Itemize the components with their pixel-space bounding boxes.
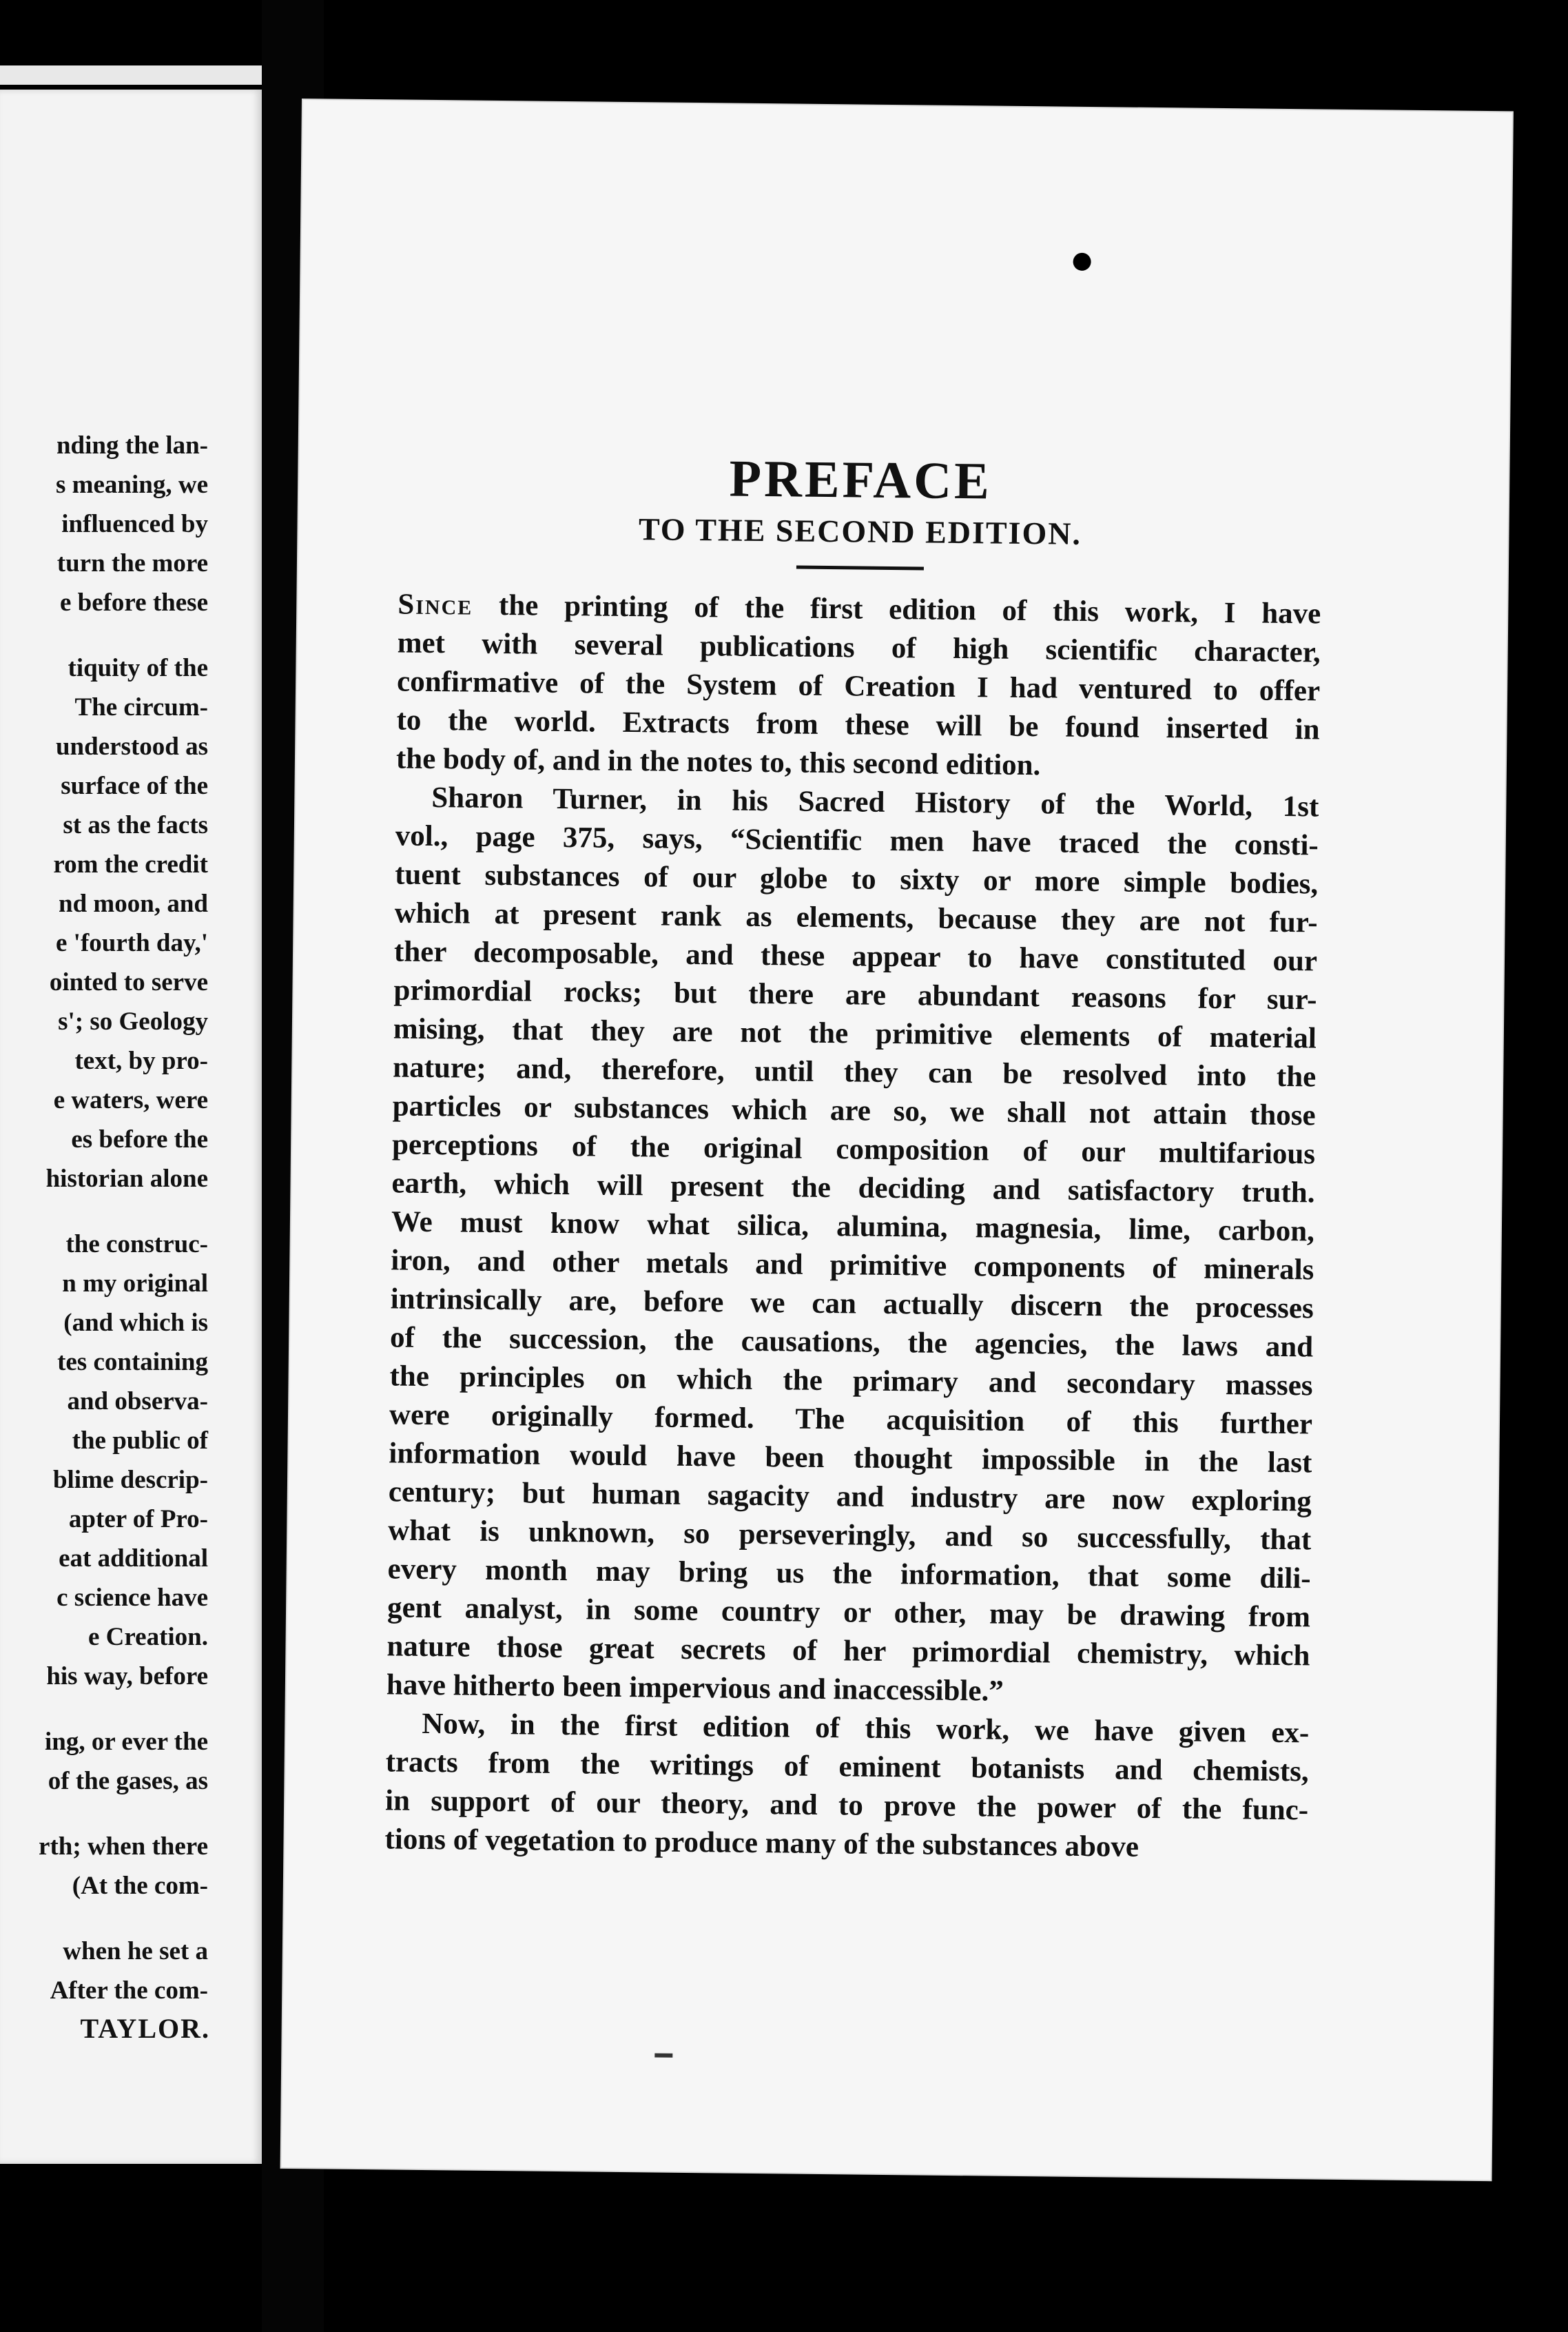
paragraph-1 xyxy=(396,585,1321,788)
page-content xyxy=(384,445,1322,1868)
left-page-line: and observa- xyxy=(67,1387,208,1415)
left-page-line: historian alone xyxy=(45,1165,208,1193)
paragraph-3 xyxy=(384,1704,1309,1868)
page-speck xyxy=(1073,253,1091,271)
left-page-line: st as the facts xyxy=(63,811,208,839)
left-page-line: when he set a xyxy=(63,1937,208,1965)
text-line: the principles on which the primary and secondary masses xyxy=(389,1360,1313,1402)
text-line: confirmative of the System of Creation I had ventured to offer xyxy=(396,665,1321,708)
text-line: primordial rocks; but there are abundant reasons for sur- xyxy=(393,974,1317,1016)
left-page-line: e before these xyxy=(59,589,208,617)
text-line: earth, which will present the deciding and satisfactory truth. xyxy=(391,1167,1315,1209)
text-line: what is unknown, so perseveringly, and so successfully, that xyxy=(388,1514,1312,1557)
left-page-line: s'; so Geology xyxy=(58,1008,208,1036)
page-subtitle: TO THE SECOND EDITION. xyxy=(638,511,1082,551)
left-page-gap xyxy=(1,1801,208,1827)
text-line: particles or substances which are so, we shall not attain those xyxy=(392,1090,1316,1132)
text-line: have hitherto been impervious and inaccessible.” xyxy=(386,1668,1004,1708)
text-line: nature those great secrets of her primordial chemistry, which xyxy=(386,1630,1310,1673)
text-line: vol., page 375, says, “Scientific men have traced the consti- xyxy=(395,819,1319,862)
left-page-line: ing, or ever the xyxy=(44,1728,208,1756)
left-page-line: rom the credit xyxy=(53,850,208,879)
paragraph-2 xyxy=(386,778,1319,1714)
left-page-line: eat additional xyxy=(59,1544,208,1573)
left-page-line: influenced by xyxy=(61,510,208,538)
text-line: We must know what silica, alumina, magnesia, lime, carbon, xyxy=(391,1205,1315,1248)
left-page-top-edge xyxy=(0,65,276,85)
left-page-line: turn the more xyxy=(56,549,208,577)
left-page-line: (At the com- xyxy=(72,1872,208,1900)
left-page-line: The circum- xyxy=(74,693,208,722)
title-rule xyxy=(796,566,923,571)
main-page xyxy=(282,100,1512,2180)
left-page-line: ointed to serve xyxy=(49,968,208,996)
text-line: century; but human sagacity and industry are now exploring xyxy=(388,1475,1312,1518)
left-page-line: s meaning, we xyxy=(56,471,208,499)
text-line: gent analyst, in some country or other, may be drawing from xyxy=(386,1591,1311,1634)
left-page-line: nd moon, and xyxy=(59,890,208,918)
left-page-line: the construc- xyxy=(65,1230,208,1258)
text-line: Sharon Turner, in his Sacred History of the World, 1st xyxy=(431,781,1319,824)
text-line: of the succession, the causations, the agencies, the laws and xyxy=(389,1321,1314,1364)
text-line: met with several publications of high scientific character, xyxy=(397,626,1321,669)
left-page-line: his way, before xyxy=(46,1662,208,1690)
left-page-line: blime descrip- xyxy=(52,1466,208,1494)
left-page-gap xyxy=(1,1696,208,1722)
text-line: to the world. Extracts from these will be found inserted in xyxy=(396,704,1320,746)
left-page-gap xyxy=(1,622,208,648)
left-page xyxy=(0,90,262,2164)
left-page-line: apter of Pro- xyxy=(68,1505,208,1533)
left-page-text xyxy=(1,426,208,2010)
left-page-line: nding the lan- xyxy=(56,431,208,460)
left-page-line: After the com- xyxy=(50,1976,208,2005)
left-page-line: e Creation. xyxy=(88,1623,208,1651)
page-title: PREFACE xyxy=(729,449,993,511)
text-line: ther decomposable, and these appear to have constituted our xyxy=(393,935,1318,978)
left-page-line: rth; when there xyxy=(39,1832,208,1861)
text-line: information would have been thought impossible in the last xyxy=(389,1437,1312,1480)
text-line: the body of, and in the notes to, this second edition. xyxy=(395,742,1041,782)
left-page-line: (and which is xyxy=(63,1309,208,1337)
left-page-line: c science have xyxy=(56,1584,208,1612)
left-page-line: es before the xyxy=(71,1125,208,1154)
left-page-gap xyxy=(1,1905,208,1932)
text-line: tracts from the writings of eminent botanists and chemists, xyxy=(385,1746,1309,1788)
left-page-line: surface of the xyxy=(61,772,208,800)
left-page-gap xyxy=(1,1198,208,1225)
text-line: Now, in the first edition of this work, we have given ex- xyxy=(422,1707,1310,1750)
text-line: perceptions of the original composition of our multifarious xyxy=(391,1128,1316,1171)
left-page-signature: TAYLOR. xyxy=(80,2013,210,2044)
text-line: nature; and, therefore, until they can be resolved into the xyxy=(393,1051,1317,1094)
text-line: tions of vegetation to produce many of the substances above xyxy=(384,1823,1139,1863)
page-foot-mark xyxy=(654,2053,672,2057)
left-page-line: e 'fourth day,' xyxy=(56,929,208,957)
left-page-line: of the gases, as xyxy=(48,1767,208,1795)
text-line: were originally formed. The acquisition of this further xyxy=(389,1398,1313,1441)
left-page-line: text, by pro- xyxy=(74,1047,208,1075)
text-line: tuent substances of our globe to sixty or more simple bodies, xyxy=(394,858,1319,901)
left-page-line: understood as xyxy=(55,733,208,761)
text-line: mising, that they are not the primitive elements of material xyxy=(393,1012,1317,1055)
text-line: which at present rank as elements, because they are not fur- xyxy=(394,897,1318,939)
left-page-line: the public of xyxy=(72,1426,208,1455)
text-line-rest: the printing of the first edition of this work, I have xyxy=(473,589,1321,631)
text-line: intrinsically are, before we can actually discern the processes xyxy=(390,1282,1314,1325)
left-page-line: n my original xyxy=(62,1269,208,1298)
left-page-line: e waters, were xyxy=(53,1086,208,1114)
text-line: iron, and other metals and primitive components of minerals xyxy=(391,1244,1314,1287)
text-line: in support of our theory, and to prove the power of the func- xyxy=(384,1784,1309,1827)
text-line: every month may bring us the information, that some dili- xyxy=(387,1553,1311,1595)
left-page-line: tiquity of the xyxy=(68,654,208,682)
left-page-line: tes containing xyxy=(57,1348,208,1376)
opening-word: Since xyxy=(398,588,473,622)
